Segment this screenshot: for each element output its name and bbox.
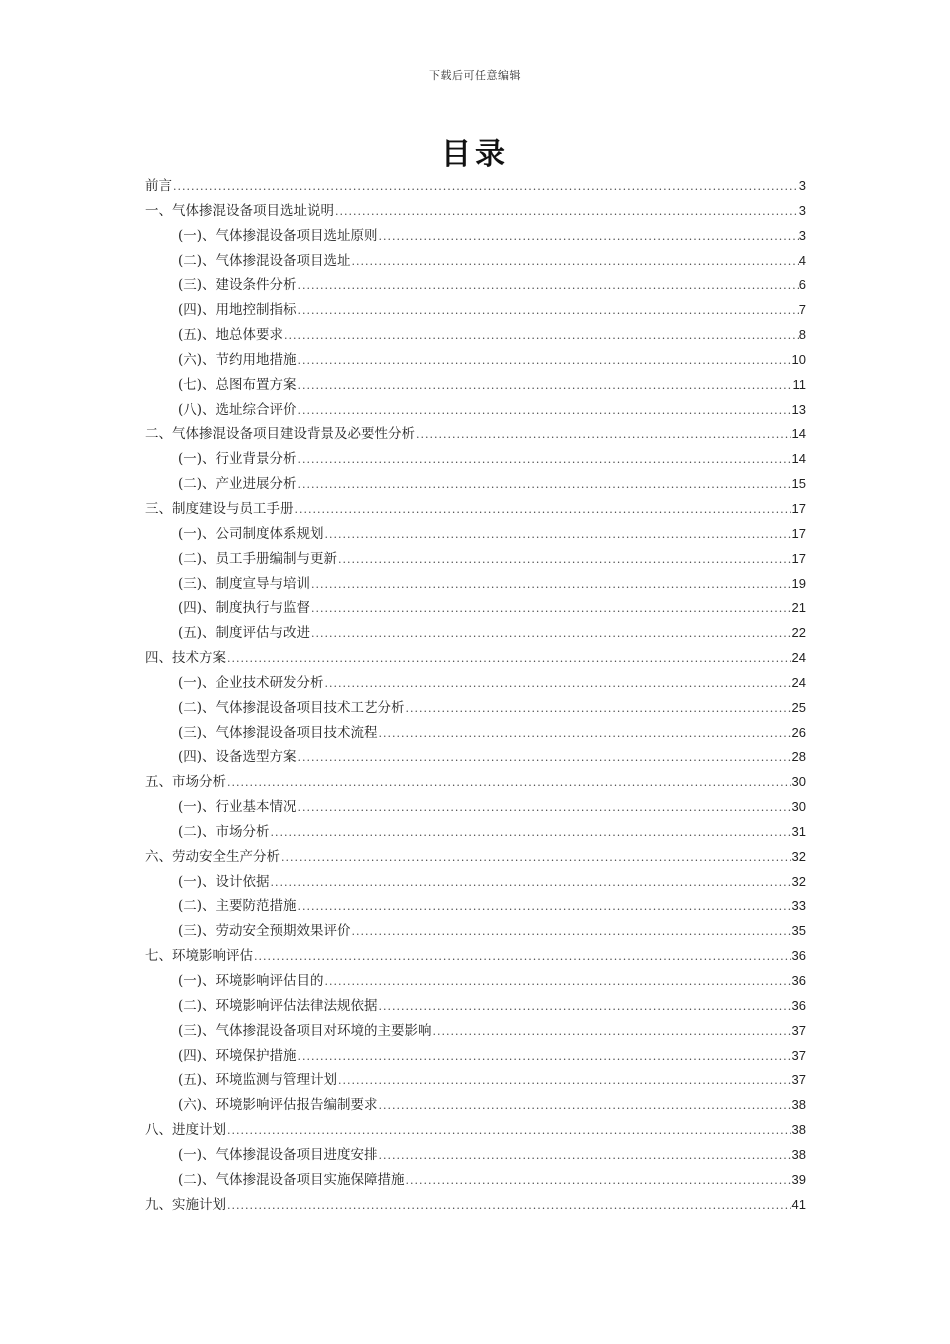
toc-dot-leader [298,895,792,920]
toc-dot-leader [227,1194,791,1219]
toc-entry-page-number: 14 [791,426,806,442]
page-header-note: 下载后可任意编辑 [429,69,521,82]
toc-dot-leader [173,175,798,200]
toc-entry-label: (一)、行业背景分析 [178,451,297,468]
toc-entry-label: 六、劳动安全生产分析 [145,848,280,865]
toc-entry-page-number: 37 [791,1022,806,1038]
toc-entry-subsection[interactable] [145,870,806,895]
toc-entry-subsection[interactable] [145,447,806,472]
toc-dot-leader [379,225,799,250]
toc-entry-page-number: 3 [798,227,806,243]
toc-entry-page-number: 14 [791,451,806,467]
toc-entry-subsection[interactable] [145,994,806,1019]
toc-entry-label: (二)、员工手册编制与更新 [178,550,338,567]
toc-entry-label: (七)、总图布置方案 [178,376,297,393]
toc-entry-label: 七、环境影响评估 [145,948,253,965]
table-of-contents [145,174,806,1217]
toc-entry-subsection[interactable] [145,273,806,298]
toc-entry-subsection[interactable] [145,298,806,323]
toc-entry-page-number: 19 [791,575,806,591]
toc-dot-leader [271,821,792,846]
toc-dot-leader [298,349,792,374]
toc-entry-subsection[interactable] [145,919,806,944]
toc-entry-label: 前言 [145,178,172,194]
toc-dot-leader [379,1094,792,1119]
toc-dot-leader [284,324,799,349]
toc-entry-subsection[interactable] [145,969,806,994]
toc-entry-subsection[interactable] [145,1143,806,1168]
toc-dot-leader [416,423,791,448]
toc-entry-label: (一)、气体掺混设备项目进度安排 [178,1146,378,1163]
toc-entry-label: (六)、节约用地措施 [178,351,297,368]
toc-entry-label: (一)、企业技术研发分析 [178,674,324,691]
toc-entry-page-number: 41 [791,1196,806,1212]
toc-dot-leader [298,448,792,473]
toc-entry-label: (一)、气体掺混设备项目选址原则 [178,227,378,244]
toc-entry-page-number: 11 [792,376,806,392]
toc-entry-page-number: 33 [791,898,806,914]
toc-entry-label: (二)、气体掺混设备项目选址 [178,252,351,269]
toc-dot-leader [325,523,792,548]
toc-entry-subsection[interactable] [145,1019,806,1044]
toc-entry-subsection[interactable] [145,249,806,274]
toc-entry-label: (一)、设计依据 [178,873,270,890]
toc-dot-leader [298,1045,792,1070]
toc-entry-label: (五)、地总体要求 [178,327,284,344]
toc-entry-page-number: 30 [791,799,806,815]
toc-dot-leader [352,920,792,945]
toc-entry-subsection[interactable] [145,621,806,646]
toc-entry-page-number: 31 [791,823,806,839]
toc-entry-label: (二)、环境影响评估法律法规依据 [178,997,378,1014]
toc-entry-subsection[interactable] [145,671,806,696]
toc-entry-section[interactable] [145,646,806,671]
toc-dot-leader [406,1169,792,1194]
toc-entry-section[interactable] [145,174,806,199]
toc-entry-subsection[interactable] [145,596,806,621]
toc-dot-leader [406,697,792,722]
toc-entry-subsection[interactable] [145,1093,806,1118]
toc-entry-label: (一)、环境影响评估目的 [178,973,324,989]
toc-dot-leader [311,597,791,622]
toc-dot-leader [325,672,792,697]
toc-dot-leader [298,796,792,821]
toc-entry-label: 八、进度计划 [145,1122,226,1139]
toc-entry-section[interactable] [145,1193,806,1218]
toc-entry-label: (五)、环境监测与管理计划 [178,1072,338,1089]
toc-entry-label: (八)、选址综合评价 [178,401,297,418]
toc-entry-subsection[interactable] [145,696,806,721]
toc-entry-subsection[interactable] [145,745,806,770]
toc-dot-leader [325,970,792,995]
toc-entry-page-number: 24 [791,650,806,666]
toc-entry-page-number: 32 [791,848,806,864]
toc-entry-label: 三、制度建设与员工手册 [145,500,294,517]
toc-dot-leader [298,374,793,399]
toc-entry-page-number: 7 [798,302,806,318]
toc-dot-leader [433,1020,792,1045]
toc-entry-label: (二)、气体掺混设备项目技术工艺分析 [178,699,405,716]
toc-entry-page-number: 22 [791,625,806,641]
toc-dot-leader [311,573,791,598]
toc-entry-subsection[interactable] [145,522,806,547]
toc-entry-page-number: 38 [791,1146,806,1162]
toc-entry-page-number: 8 [798,327,806,343]
toc-title: 目录 [441,137,509,172]
toc-entry-page-number: 15 [791,476,806,492]
toc-entry-label: (四)、用地控制指标 [178,302,297,319]
toc-entry-label: 二、气体掺混设备项目建设背景及必要性分析 [145,426,415,443]
toc-dot-leader [298,473,792,498]
toc-entry-subsection[interactable] [145,1068,806,1093]
toc-entry-page-number: 38 [791,1097,806,1113]
toc-dot-leader [379,722,792,747]
toc-dot-leader [352,250,799,275]
toc-entry-label: (四)、设备选型方案 [178,749,297,766]
toc-entry-label: (二)、主要防范措施 [178,898,297,915]
toc-dot-leader [281,846,791,871]
toc-entry-page-number: 35 [791,923,806,939]
toc-entry-section[interactable] [145,497,806,522]
toc-entry-page-number: 17 [791,550,806,566]
toc-dot-leader [298,299,799,324]
toc-entry-page-number: 24 [791,674,806,690]
toc-entry-label: 五、市场分析 [145,774,226,791]
toc-entry-label: (六)、环境影响评估报告编制要求 [178,1097,378,1114]
toc-entry-label: 一、气体掺混设备项目选址说明 [145,202,334,219]
toc-dot-leader [338,548,791,573]
toc-entry-subsection[interactable] [145,348,806,373]
toc-entry-page-number: 28 [791,749,806,765]
toc-entry-label: 九、实施计划 [145,1196,226,1213]
toc-entry-label: (二)、产业进展分析 [178,476,297,493]
toc-entry-page-number: 37 [791,1047,806,1063]
toc-dot-leader [227,771,791,796]
toc-entry-page-number: 17 [791,500,806,516]
toc-entry-page-number: 36 [791,973,806,988]
toc-entry-page-number: 13 [791,401,806,417]
toc-entry-subsection[interactable] [145,1168,806,1193]
toc-entry-label: (四)、环境保护措施 [178,1047,297,1064]
toc-entry-page-number: 30 [791,774,806,790]
toc-entry-subsection[interactable] [145,472,806,497]
toc-entry-subsection[interactable] [145,820,806,845]
toc-dot-leader [335,200,798,225]
toc-entry-subsection[interactable] [145,547,806,572]
toc-entry-page-number: 32 [791,873,806,889]
toc-entry-section[interactable] [145,199,806,224]
toc-dot-leader [227,1119,791,1144]
toc-dot-leader [227,647,791,672]
toc-entry-section[interactable] [145,1118,806,1143]
toc-dot-leader [298,274,799,299]
toc-entry-label: 四、技术方案 [145,650,226,667]
toc-entry-page-number: 26 [791,724,806,740]
toc-entry-label: (二)、市场分析 [178,823,270,840]
toc-dot-leader [311,622,791,647]
toc-entry-page-number: 37 [791,1072,806,1088]
toc-entry-label: (三)、气体掺混设备项目技术流程 [178,724,378,741]
toc-entry-label: (五)、制度评估与改进 [178,625,311,642]
toc-entry-subsection[interactable] [145,1044,806,1069]
toc-dot-leader [338,1069,791,1094]
toc-entry-label: (三)、建设条件分析 [178,277,297,294]
toc-entry-subsection[interactable] [145,224,806,249]
toc-entry-page-number: 25 [791,699,806,715]
toc-entry-subsection[interactable] [145,894,806,919]
toc-entry-page-number: 36 [791,948,806,964]
toc-entry-page-number: 10 [791,351,806,367]
toc-entry-section[interactable] [145,845,806,870]
toc-entry-page-number: 17 [791,525,806,541]
toc-entry-subsection[interactable] [145,373,806,398]
toc-entry-section[interactable] [145,422,806,447]
toc-entry-page-number: 3 [798,178,806,193]
toc-entry-section[interactable] [145,770,806,795]
toc-entry-page-number: 4 [798,252,806,268]
toc-dot-leader [295,498,791,523]
toc-entry-section[interactable] [145,944,806,969]
toc-entry-subsection[interactable] [145,398,806,423]
toc-entry-label: (三)、劳动安全预期效果评价 [178,923,351,940]
toc-entry-subsection[interactable] [145,572,806,597]
toc-entry-label: (一)、行业基本情况 [178,799,297,816]
toc-entry-page-number: 38 [791,1122,806,1138]
toc-dot-leader [271,871,792,896]
toc-entry-label: (一)、公司制度体系规划 [178,525,324,542]
toc-entry-label: (三)、制度宣导与培训 [178,575,311,592]
toc-entry-label: (四)、制度执行与监督 [178,600,311,617]
toc-dot-leader [298,746,792,771]
toc-entry-label: (二)、气体掺混设备项目实施保障措施 [178,1171,405,1188]
toc-entry-subsection[interactable] [145,323,806,348]
toc-entry-page-number: 6 [798,277,806,293]
toc-dot-leader [298,399,792,424]
toc-entry-page-number: 3 [798,202,806,218]
toc-entry-subsection[interactable] [145,721,806,746]
toc-entry-label: (三)、气体掺混设备项目对环境的主要影响 [178,1022,432,1039]
toc-entry-page-number: 39 [791,1171,806,1187]
toc-entry-page-number: 21 [791,600,806,616]
toc-entry-page-number: 36 [791,997,806,1013]
toc-entry-subsection[interactable] [145,795,806,820]
toc-dot-leader [379,995,792,1020]
toc-dot-leader [379,1144,792,1169]
toc-dot-leader [254,945,791,970]
